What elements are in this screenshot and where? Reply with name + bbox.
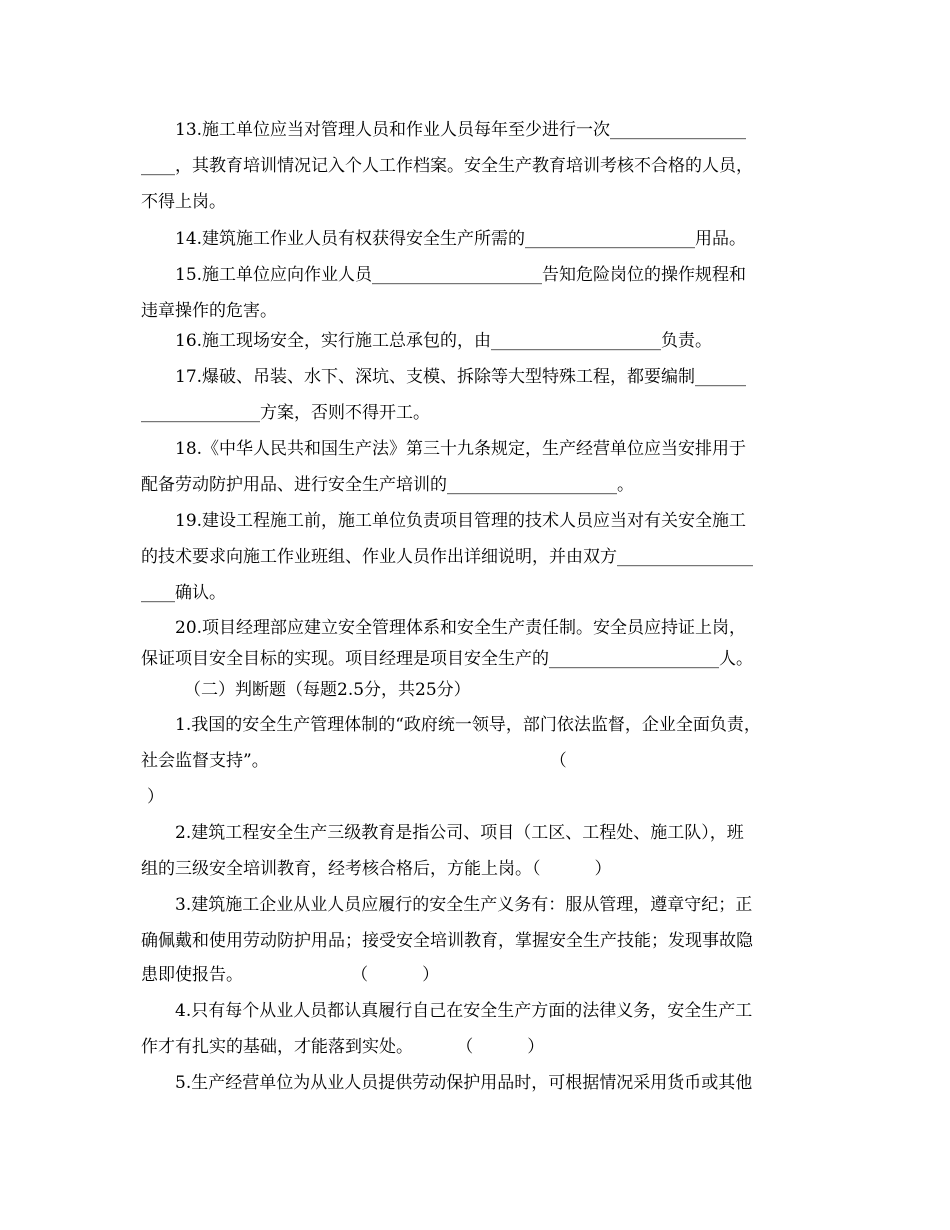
question-15-line-2: 违章操作的危害。	[141, 301, 277, 321]
judge-2-line-1: 2.建筑工程安全生产三级教育是指公司、项目（工区、工程处、施工队），班	[175, 823, 744, 843]
judge-4-line-1: 4.只有每个从业人员都认真履行自己在安全生产方面的法律义务，安全生产工	[175, 1001, 753, 1021]
question-14-line-1: 14.建筑施工作业人员有权获得安全生产所需的____________________用品。	[175, 229, 747, 249]
question-15-line-1: 15.施工单位应向作业人员____________________告知危险岗位的操作规程和	[175, 265, 747, 285]
judge-3-line-2: 确佩戴和使用劳动防护用品；接受安全培训教育，掌握安全生产技能；发现事故隐	[141, 931, 753, 951]
judge-3-line-1: 3.建筑施工企业从业人员应履行的安全生产义务有：服从管理，遵章守纪；正	[175, 895, 753, 915]
question-16-line-1: 16.施工现场安全，实行施工总承包的，由____________________负责。	[175, 331, 713, 351]
question-19-line-3: ____确认。	[141, 583, 226, 603]
question-20-line-2: 保证项目安全目标的实现。项目经理是项目安全生产的____________________人。	[141, 649, 753, 669]
question-18-line-1: 18.《中华人民共和国生产法》第三十九条规定，生产经营单位应当安排用于	[175, 439, 747, 459]
question-17-line-1: 17.爆破、吊装、水下、深坑、支模、拆除等大型特殊工程，都要编制______	[175, 367, 747, 387]
judge-5-line-1: 5.生产经营单位为从业人员提供劳动保护用品时，可根据情况采用货币或其他	[175, 1073, 753, 1093]
question-19-line-2: 的技术要求向施工作业班组、作业人员作出详细说明，并由双方________________	[141, 547, 753, 567]
judge-1-line-1: 1.我国的安全生产管理体制的“政府统一领导，部门依法监督，企业全面负责，	[175, 715, 761, 735]
question-13-line-2: ____，其教育培训情况记入个人工作档案。安全生产教育培训考核不合格的人员，	[141, 156, 753, 176]
judge-2-line-2: 组的三级安全培训教育，经考核合格后，方能上岗。（ ）	[141, 859, 612, 879]
question-18-line-2: 配备劳动防护用品、进行安全生产培训的____________________。	[141, 475, 634, 495]
judge-3-line-3: 患即使报告。 （ ）	[141, 965, 440, 985]
section-heading: （二）判断题（每题2.5分，共25分）	[184, 680, 471, 700]
judge-1-line-3: ）	[147, 787, 164, 807]
question-19-line-1: 19.建设工程施工前，施工单位负责项目管理的技术人员应当对有关安全施工	[175, 511, 747, 531]
judge-4-line-2: 作才有扎实的基础，才能落到实处。 （ ）	[141, 1037, 545, 1057]
question-17-line-2: ______________方案，否则不得开工。	[141, 403, 430, 423]
question-13-line-1: 13.施工单位应当对管理人员和作业人员每年至少进行一次________________	[175, 120, 747, 140]
question-20-line-1: 20.项目经理部应建立安全管理体系和安全生产责任制。安全员应持证上岗，	[175, 618, 747, 638]
judge-1-line-2: 社会监督支持”。 （	[141, 751, 567, 771]
question-13-line-3: 不得上岗。	[141, 192, 226, 212]
